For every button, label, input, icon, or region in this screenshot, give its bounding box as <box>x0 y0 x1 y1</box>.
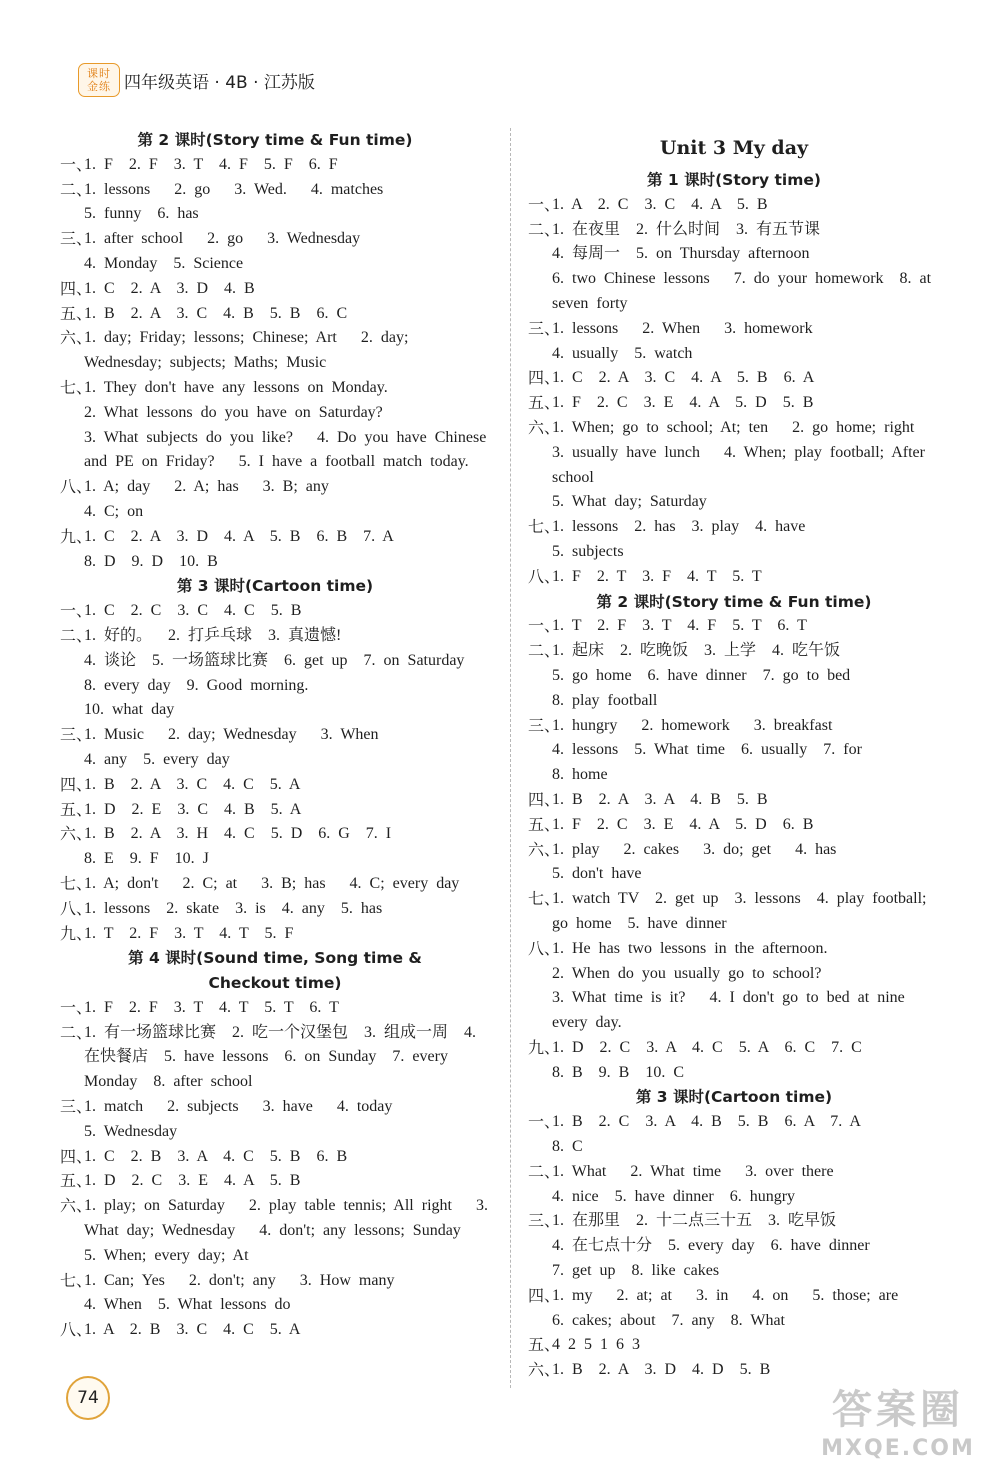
section-number: 五、 <box>60 799 93 819</box>
section-number: 二、 <box>528 641 561 661</box>
answer-item <box>528 813 940 838</box>
answer-text: 1. B 2. C 3. A 4. B 5. B 6. A 7. A 8. C <box>552 1113 861 1156</box>
answer-item <box>60 723 490 773</box>
answer-item <box>528 639 940 713</box>
answer-text: 1. What 2. What time 3. over there 4. nice 5. have dinner 6. hungry <box>552 1162 834 1205</box>
answer-text: 1. T 2. F 3. T 4. T 5. F <box>84 924 294 942</box>
section-number: 一、 <box>60 601 93 621</box>
answer-text: 1. hungry 2. homework 3. breakfast 4. lessons 5. What time 6. usually 7. for 8. home <box>552 716 862 784</box>
section-number: 六、 <box>528 839 561 859</box>
series-logo <box>78 63 120 97</box>
answer-text: 1. D 2. C 3. A 4. C 5. A 6. C 7. C 8. B 9. B 10. C <box>552 1038 862 1081</box>
answer-text: 1. lessons 2. When 3. homework 4. usually 5. watch <box>552 319 813 362</box>
section-number: 一、 <box>528 616 561 636</box>
answer-item <box>528 565 940 590</box>
lesson-title: 第 1 课时(Story time) <box>647 171 821 189</box>
answer-item <box>528 614 940 639</box>
section-number: 七、 <box>528 517 561 537</box>
section-number: 五、 <box>528 1335 561 1355</box>
answer-text: 1. lessons 2. go 3. Wed. 4. matches 5. funny 6. has <box>84 180 384 223</box>
answer-item <box>60 872 490 897</box>
answer-text: 1. A 2. B 3. C 4. C 5. A <box>84 1321 301 1339</box>
answer-item <box>60 1169 490 1194</box>
answer-item <box>528 887 940 937</box>
section-number: 五、 <box>60 1171 93 1191</box>
section-number: 六、 <box>60 328 93 348</box>
section-number: 八、 <box>60 477 93 497</box>
answer-item <box>528 1036 940 1086</box>
section-number: 九、 <box>60 526 93 546</box>
answer-text: 1. 在夜里 2. 什么时间 3. 有五节课 4. 每周一 5. on Thursday afternoon 6. two Chinese lessons 7. do your homework 8. at seven forty <box>552 220 932 312</box>
watermark <box>800 1384 996 1472</box>
section-number: 三、 <box>60 725 93 745</box>
section-number: 五、 <box>528 393 561 413</box>
answer-text: 1. B 2. A 3. C 4. C 5. A <box>84 775 301 793</box>
page-number: 74 <box>66 1376 110 1420</box>
answer-text: 1. 起床 2. 吃晚饭 3. 上学 4. 吃午饭 5. go home 6. have dinner 7. go to bed 8. play football <box>552 642 851 709</box>
lesson-title: 第 3 课时(Cartoon time) <box>635 1088 833 1107</box>
section-number: 八、 <box>528 938 561 958</box>
section-number: 三、 <box>528 715 561 735</box>
answer-item <box>60 897 490 922</box>
answer-text: 1. D 2. C 3. E 4. A 5. B <box>84 1172 301 1190</box>
answer-text: 1. F 2. C 3. E 4. A 5. D 5. B <box>552 394 814 412</box>
answer-item <box>528 193 940 218</box>
answer-item <box>60 624 490 723</box>
answer-item <box>528 838 940 888</box>
section-number: 四、 <box>60 774 93 794</box>
section-number: 四、 <box>528 368 561 388</box>
answer-item <box>528 788 940 813</box>
answer-text: 1. B 2. A 3. C 4. B 5. B 6. C <box>84 304 348 322</box>
section-number: 九、 <box>60 923 93 943</box>
section-number: 四、 <box>528 789 561 809</box>
section-number: 七、 <box>60 377 93 397</box>
answer-item <box>528 1284 940 1334</box>
answer-item <box>528 1209 940 1283</box>
answer-text: 4 2 5 1 6 3 <box>552 1336 640 1354</box>
section-number: 七、 <box>60 873 93 893</box>
answer-text: 1. F 2. C 3. E 4. A 5. D 6. B <box>552 815 814 833</box>
answer-text: 1. C 2. B 3. A 4. C 5. B 6. B <box>84 1147 348 1165</box>
lesson-title: 第 4 课时(Sound time, Song time & Checkout time) <box>128 949 422 993</box>
section-number: 四、 <box>60 278 93 298</box>
answer-item <box>528 1160 940 1210</box>
answer-text: 1. F 2. F 3. T 4. F 5. F 6. F <box>84 155 338 173</box>
section-number: 一、 <box>528 194 561 214</box>
answer-text: 1. lessons 2. skate 3. is 4. any 5. has <box>84 899 383 917</box>
answer-item <box>528 317 940 367</box>
answer-item <box>60 773 490 798</box>
answer-text: 1. C 2. A 3. D 4. B <box>84 279 255 297</box>
answer-item <box>528 416 940 515</box>
answer-item <box>528 1333 940 1358</box>
section-number: 八、 <box>60 1320 93 1340</box>
section-number: 四、 <box>60 1146 93 1166</box>
answer-item <box>528 218 940 317</box>
answer-text: 1. 在那里 2. 十二点三十五 3. 吃早饭 4. 在七点十分 5. every day 6. have dinner 7. get up 8. like cakes <box>552 1212 870 1280</box>
answer-text: 1. play 2. cakes 3. do; get 4. has 5. don't have <box>552 840 837 883</box>
answer-item <box>60 599 490 624</box>
answer-text: 1. match 2. subjects 3. have 4. today 5. Wednesday <box>84 1098 393 1140</box>
answer-item <box>60 1269 490 1319</box>
watermark-url: MXQE.COM <box>821 1436 975 1461</box>
answer-item <box>60 1194 496 1268</box>
answer-text: 1. F 2. F 3. T 4. T 5. T 6. T <box>84 998 339 1016</box>
answer-item <box>528 714 940 788</box>
section-number: 七、 <box>60 1270 93 1290</box>
answer-item <box>60 798 490 823</box>
answer-item <box>528 391 940 416</box>
section-number: 二、 <box>528 1161 561 1181</box>
section-number: 七、 <box>528 889 561 909</box>
section-number: 三、 <box>528 318 561 338</box>
answer-item <box>528 937 940 1036</box>
section-number: 三、 <box>60 1097 93 1117</box>
answer-text: 1. C 2. A 3. D 4. A 5. B 6. B 7. A 8. D 9. D 10. B <box>84 527 394 570</box>
section-number: 四、 <box>528 1285 561 1305</box>
answer-item <box>528 515 940 565</box>
answer-item <box>60 302 490 327</box>
answer-text: 1. When; go to school; At; ten 2. go home; right 3. usually have lunch 4. When; play football; After school 5. What day; Saturday <box>552 418 925 511</box>
section-number: 二、 <box>60 179 93 199</box>
section-number: 五、 <box>528 814 561 834</box>
answer-text: 1. They don't have any lessons on Monday. 2. What lessons do you have on Saturday? 3. What subjects do you like? 4. Do you have Chinese and PE on Friday? 5. I have a football match today. <box>84 378 487 471</box>
logo-line-2: 金练 <box>87 80 111 93</box>
answer-text: 1. A 2. C 3. C 4. A 5. B <box>552 195 768 213</box>
answer-item <box>60 525 490 575</box>
left-answer-column <box>60 128 496 1343</box>
answer-text: 1. watch TV 2. get up 3. lessons 4. play football; go home 5. have dinner <box>552 890 935 932</box>
section-number: 九、 <box>528 1037 561 1057</box>
watermark-logo: 答案圈 <box>832 1387 964 1433</box>
answer-text: 1. play; on Saturday 2. play table tennis; All right 3. What day; Wednesday 4. don't; any lessons; Sunday 5. When; every day; At <box>84 1197 496 1264</box>
answer-text: 1. A; day 2. A; has 3. B; any 4. C; on <box>84 478 329 520</box>
section-number: 一、 <box>60 997 93 1017</box>
section-number: 六、 <box>60 1196 93 1216</box>
section-number: 五、 <box>60 303 93 323</box>
section-number: 二、 <box>528 219 561 239</box>
answer-text: 1. lessons 2. has 3. play 4. have 5. subjects <box>552 518 806 560</box>
section-number: 六、 <box>528 417 561 437</box>
unit-title: Unit 3 My day <box>659 137 809 159</box>
answer-text: 1. after school 2. go 3. Wednesday 4. Monday 5. Science <box>84 230 361 272</box>
section-number: 一、 <box>528 1112 561 1132</box>
section-number: 二、 <box>60 1022 93 1042</box>
section-number: 一、 <box>60 154 93 174</box>
answer-text: 1. B 2. A 3. D 4. D 5. B <box>552 1361 771 1379</box>
answer-text: 1. B 2. A 3. A 4. B 5. B <box>552 790 768 808</box>
lesson-title: 第 3 课时(Cartoon time) <box>176 577 374 596</box>
column-divider <box>510 128 511 1388</box>
answer-text: 1. D 2. E 3. C 4. B 5. A <box>84 800 302 818</box>
answer-text: 1. F 2. T 3. F 4. T 5. T <box>552 567 762 585</box>
answer-item <box>60 996 490 1021</box>
section-number: 二、 <box>60 625 93 645</box>
answer-text: 1. day; Friday; lessons; Chinese; Art 2. day; Wednesday; subjects; Maths; Music <box>84 329 417 372</box>
answer-item <box>528 1358 940 1383</box>
book-title: 四年级英语 · 4B · 江苏版 <box>124 72 315 93</box>
answer-text: 1. Music 2. day; Wednesday 3. When 4. any 5. every day <box>84 726 379 768</box>
answer-text: 1. A; don't 2. C; at 3. B; has 4. C; every day <box>84 874 460 892</box>
section-number: 三、 <box>60 229 93 249</box>
section-number: 八、 <box>528 566 561 586</box>
section-number: 八、 <box>60 898 93 918</box>
answer-item <box>60 326 490 376</box>
right-answer-column <box>528 128 940 1383</box>
page-header <box>78 62 315 98</box>
answer-text: 1. T 2. F 3. T 4. F 5. T 6. T <box>552 617 807 635</box>
lesson-title: 第 2 课时(Story time & Fun time) <box>137 131 413 149</box>
answer-item <box>60 178 490 228</box>
answer-text: 1. 有一场篮球比赛 2. 吃一个汉堡包 3. 组成一周 4. 在快餐店 5. have lessons 6. on Sunday 7. every Monday 8. after school <box>84 1023 485 1091</box>
answer-item <box>60 277 490 302</box>
answer-text: 1. C 2. C 3. C 4. C 5. B <box>84 602 302 620</box>
lesson-title: 第 2 课时(Story time & Fun time) <box>596 592 872 611</box>
answer-item <box>60 153 490 178</box>
answer-item <box>60 1095 490 1145</box>
answer-item <box>60 1021 490 1095</box>
answer-text: 1. my 2. at; at 3. in 4. on 5. those; are 6. cakes; about 7. any 8. What <box>552 1286 899 1329</box>
answer-item <box>60 1145 490 1170</box>
answer-item <box>60 1318 490 1343</box>
answer-text: 1. 好的。 2. 打乒乓球 3. 真遗憾! 4. 谈论 5. 一场篮球比赛 6. get up 7. on Saturday 8. every day 9. Good morning. 10. what day <box>84 626 465 719</box>
section-number: 六、 <box>60 824 93 844</box>
answer-item <box>60 922 490 947</box>
answer-text: 1. He has two lessons in the afternoon. 2. When do you usually go to school? 3. What time is it? 4. I don't go to bed at nine every day. <box>552 939 905 1032</box>
answer-text: 1. B 2. A 3. H 4. C 5. D 6. G 7. I 8. E 9. F 10. J <box>84 825 392 868</box>
answer-item <box>528 366 940 391</box>
answer-item <box>60 822 490 872</box>
answer-item <box>60 475 490 525</box>
section-number: 三、 <box>528 1211 561 1231</box>
section-number: 六、 <box>528 1360 561 1380</box>
answer-text: 1. Can; Yes 2. don't; any 3. How many 4. When 5. What lessons do <box>84 1271 395 1314</box>
answer-item <box>60 376 490 475</box>
answer-text: 1. C 2. A 3. C 4. A 5. B 6. A <box>552 369 815 387</box>
answer-item <box>528 1110 940 1160</box>
logo-line-1: 课时 <box>87 67 111 80</box>
answer-item <box>60 227 490 277</box>
